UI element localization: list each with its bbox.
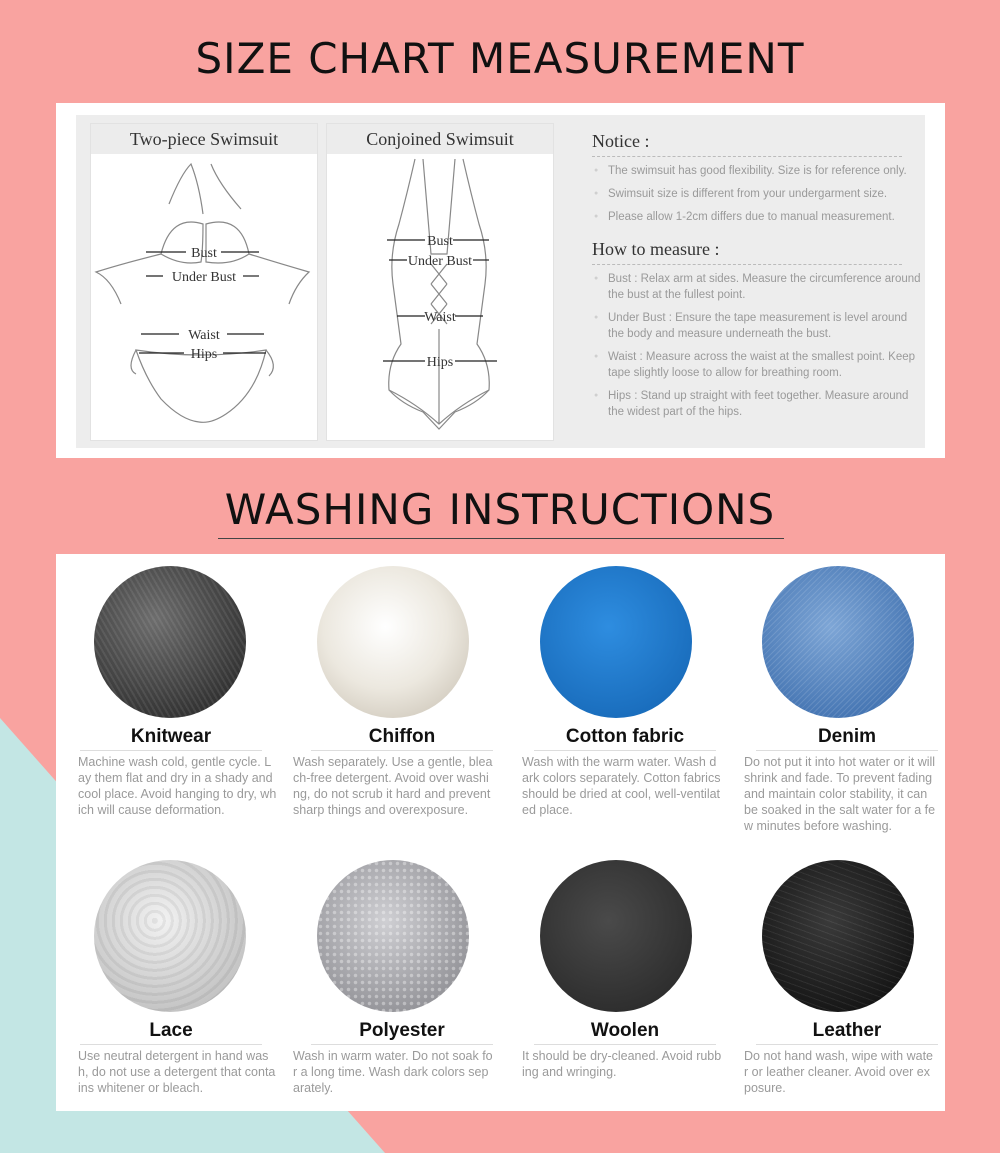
- fabric-description: Do not put it into hot water or it will shrink and fade. To prevent fading and maintain color stability, it can be soaked in the salt water for a few minutes before washing.: [744, 755, 936, 833]
- fabric-name: Lace: [80, 1020, 262, 1045]
- measure-item: ● Waist : Measure across the waist at the smallest point. Keep tape slightly loose to allow for breathing room.: [592, 349, 922, 381]
- fabric-description: Machine wash cold, gentle cycle. Lay them flat and dry in a shady and cool place. Avoid hanging to dry, which will cause deformation.: [78, 755, 277, 817]
- fabric-description: Do not hand wash, wipe with water or leather cleaner. Avoid over exposure.: [744, 1049, 933, 1095]
- size-chart-panel: [56, 103, 945, 458]
- two-piece-card: [90, 123, 318, 441]
- fabric-name: Cotton fabric: [534, 726, 716, 751]
- washing-title-underline: [218, 538, 784, 539]
- conjoined-swimsuit-diagram: [327, 154, 553, 438]
- fabric-description: It should be dry-cleaned. Avoid rubbing and wringing.: [522, 1049, 722, 1079]
- washing-panel: [56, 554, 945, 1111]
- size-chart-title: SIZE CHART MEASUREMENT: [195, 34, 805, 83]
- two-piece-hips-label: Hips: [190, 347, 218, 362]
- conjoined-waist-label: Waist: [424, 310, 456, 325]
- fabric-name: Knitwear: [80, 726, 262, 751]
- size-chart-inner: [76, 115, 925, 448]
- conjoined-bust-label: Bust: [427, 234, 453, 249]
- fabric-name: Leather: [756, 1020, 938, 1045]
- polyester-swatch-image: [317, 860, 469, 1012]
- lace-swatch-image: [94, 860, 246, 1012]
- fabric-description: Wash with the warm water. Wash dark colors separately. Cotton fabrics should be dried at cool, well-ventilated place.: [522, 755, 721, 817]
- fabric-name: Polyester: [311, 1020, 493, 1045]
- notice-list: [592, 163, 922, 225]
- measure-item: ● Hips : Stand up straight with feet together. Measure around the widest part of the hips.: [592, 388, 922, 420]
- two-piece-swimsuit-diagram: [91, 154, 317, 438]
- how-to-measure-list: [592, 271, 922, 420]
- two-piece-title: Two-piece Swimsuit: [91, 124, 317, 154]
- how-to-measure-heading: How to measure :: [592, 239, 902, 265]
- conjoined-under-bust-label: Under Bust: [407, 254, 473, 269]
- notice-item: ● The swimsuit has good flexibility. Size is for reference only.: [592, 163, 922, 179]
- conjoined-title: Conjoined Swimsuit: [327, 124, 553, 154]
- notice-block: [592, 131, 922, 427]
- fabric-description: Wash separately. Use a gentle, bleach-free detergent. Avoid over washing, do not scrub it hard and prevent sharp things and overexposure.: [293, 755, 493, 817]
- measure-item: ● Under Bust : Ensure the tape measurement is level around the body and measure underneath the bust.: [592, 310, 922, 342]
- fabric-name: Denim: [756, 726, 938, 751]
- leather-swatch-image: [762, 860, 914, 1012]
- two-piece-under-bust-label: Under Bust: [171, 270, 237, 285]
- conjoined-card: [326, 123, 554, 441]
- measure-item: ● Bust : Relax arm at sides. Measure the circumference around the bust at the fullest point.: [592, 271, 922, 303]
- notice-item: ● Please allow 1-2cm differs due to manual measurement.: [592, 209, 922, 225]
- conjoined-hips-label: Hips: [426, 355, 454, 370]
- two-piece-waist-label: Waist: [188, 328, 220, 343]
- cotton-swatch-image: [540, 566, 692, 718]
- knitwear-swatch-image: [94, 566, 246, 718]
- fabric-name: Woolen: [534, 1020, 716, 1045]
- notice-item: ● Swimsuit size is different from your undergarment size.: [592, 186, 922, 202]
- woolen-swatch-image: [540, 860, 692, 1012]
- notice-heading: Notice :: [592, 131, 902, 157]
- two-piece-bust-label: Bust: [191, 246, 217, 261]
- fabric-description: Wash in warm water. Do not soak for a long time. Wash dark colors separately.: [293, 1049, 493, 1095]
- denim-swatch-image: [762, 566, 914, 718]
- chiffon-swatch-image: [317, 566, 469, 718]
- fabric-description: Use neutral detergent in hand wash, do not use a detergent that contains whitener or bleach.: [78, 1049, 276, 1095]
- washing-title: WASHING INSTRUCTIONS: [224, 485, 776, 534]
- fabric-name: Chiffon: [311, 726, 493, 751]
